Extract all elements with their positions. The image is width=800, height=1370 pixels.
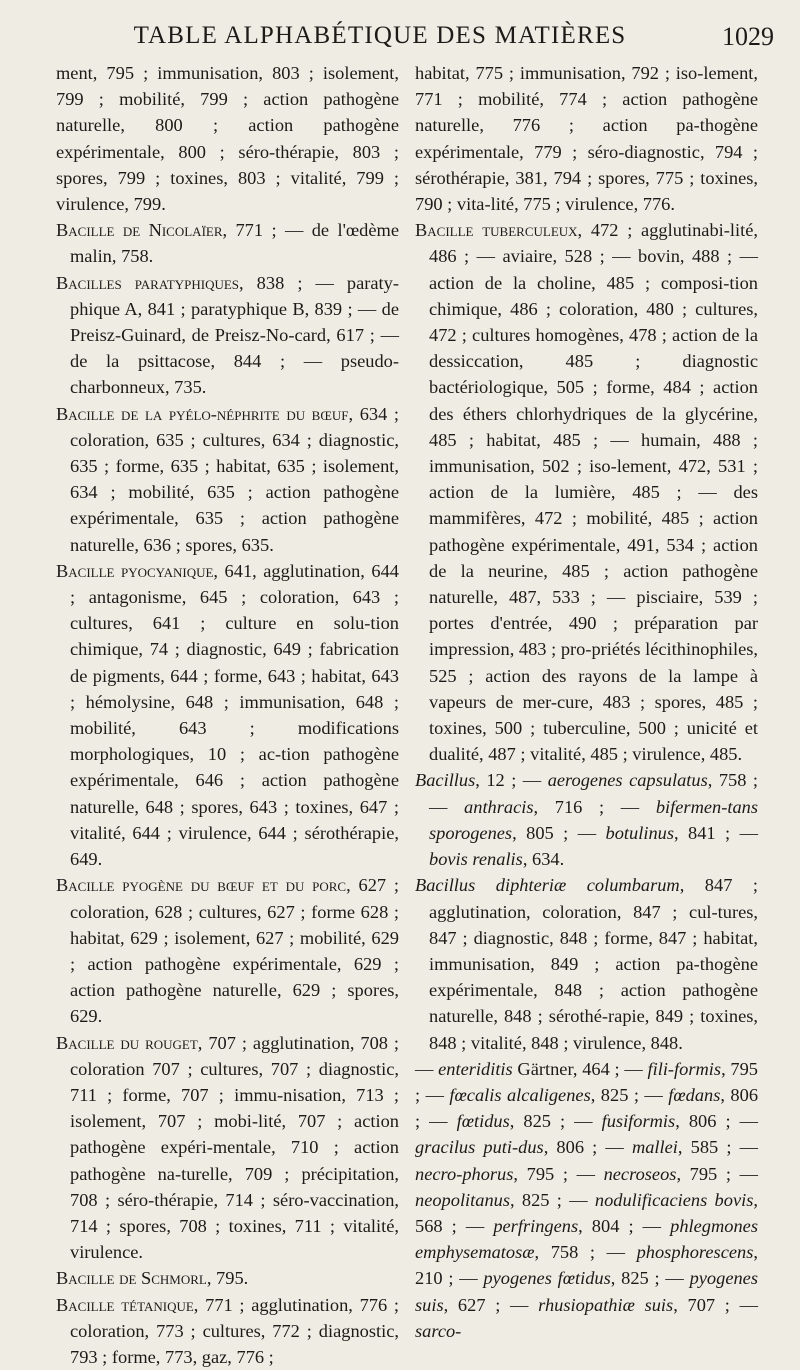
entry-text: — [415, 1058, 439, 1079]
entry-text: habitat, 775 ; immunisation, 792 ; iso-lement, 771 ; mobilité, 774 ; action pathogène naturelle, 776 ; action pa-thogène expérimentale, 779 ; séro-diagnostic, 794 ; sérothérapie, 381, 794 ; spores, 775 ; toxines, 790 ; vita-lité, 775 ; virulence, 776. [415, 63, 758, 215]
entry-text: 838 ; — paraty-phique A, 841 ; paratyphique B, 839 ; — de Preisz-Guinard, de Preisz-No-card, 617 ; — de la psittacose, 844 ; — pseudo-charbonneux, 735. [70, 272, 399, 398]
entry-heading: Bacille de Schmorl, [56, 1268, 212, 1289]
latin-name: rhusiopathiæ suis [538, 1294, 674, 1315]
latin-name: fœdans [668, 1084, 721, 1105]
index-entry [56, 60, 399, 217]
entry-heading: Bacille tuberculeux, [415, 220, 583, 241]
index-entry [56, 217, 399, 269]
entry-text: , 210 ; — [415, 1242, 758, 1289]
index-entry [56, 1265, 399, 1291]
latin-name: bovis renalis [429, 849, 523, 870]
latin-name: Bacillus diphteriæ columbarum [415, 875, 680, 896]
entry-text: 472 ; agglutinabi-lité, 486 ; — aviaire, 528 ; — bovin, 488 ; — action de la choline, 485 ; composi-tion chimique, 486 ; coloration, 480 ; cultures, 472 ; cultures homogènes, 478 ; action de la dessiccation, 485 ; diagnostic bactériologique, 505 ; forme, 484 ; action des éthers chlorhydriques de la glycérine, 485 ; habitat, 485 ; — humain, 488 ; immunisation, 502 ; iso-lement, 472, 531 ; action de la lumière, 485 ; — des mammifères, 472 ; mobilité, 485 ; action pathogène expérimentale, 491, 534 ; action de la neurine, 485 ; action pathogène naturelle, 487, 533 ; — pisciaire, 539 ; portes d'entrée, 490 ; préparation par impression, 483 ; pro-priétés lécithinophiles, 525 ; action des rayons de la lampe à vapeurs de mer-cure, 483 ; spores, 485 ; toxines, 500 ; tuberculine, 500 ; unicité et dualité, 487 ; vitalité, 485 ; virulence, 485. [429, 220, 758, 765]
entry-heading: Bacilles paratyphiques, [56, 272, 244, 293]
latin-name: sarco- [415, 1320, 462, 1341]
entry-text: ment, 795 ; immunisation, 803 ; isolement, 799 ; mobilité, 799 ; action pathogène naturelle, 800 ; action pathogène expérimentale, 800 ; séro-thérapie, 803 ; spores, 799 ; toxines, 803 ; vitalité, 799 ; virulence, 799. [56, 63, 399, 215]
latin-name: gracilus puti-dus [415, 1137, 544, 1158]
entry-text: 641, agglutination, 644 ; antagonisme, 645 ; coloration, 643 ; cultures, 641 ; culture en solu-tion chimique, 74 ; diagnostic, 649 ; fabrication de pigments, 644 ; forme, 643 ; habitat, 643 ; hémolysine, 648 ; immunisation, 648 ; mobilité, 643 ; modifications morphologiques, 10 ; ac-tion pathogène expérimentale, 646 ; action pathogène naturelle, 648 ; spores, 643 ; toxines, 647 ; vitalité, 644 ; virulence, 644 ; sérothérapie, 649. [70, 560, 399, 870]
entry-text: , 795 ; — [513, 1163, 604, 1184]
latin-name: anthracis [464, 796, 534, 817]
right-column [415, 60, 758, 1344]
entry-text: 634 ; coloration, 635 ; cultures, 634 ; diagnostic, 635 ; forme, 635 ; habitat, 635 ; isolement, 634 ; mobilité, 635 ; action pathogène expérimentale, 635 ; action pathogène naturelle, 636 ; spores, 635. [70, 403, 399, 555]
index-entry [415, 767, 758, 872]
entry-text: Gärtner, 464 ; — [512, 1058, 648, 1079]
entry-text: , 841 ; — [674, 822, 758, 843]
entry-text: , 795 ; — [676, 1163, 758, 1184]
index-entry [56, 558, 399, 872]
latin-name: Bacillus [415, 770, 476, 791]
latin-name: fœtidus [456, 1111, 510, 1132]
latin-name: neopolitanus [415, 1189, 511, 1210]
index-entry [415, 217, 758, 767]
latin-name: botulinus [605, 822, 674, 843]
latin-name: phosphorescens [636, 1242, 754, 1263]
index-entry [56, 1292, 399, 1370]
entry-text: , 634. [522, 849, 565, 870]
entry-text: 795. [211, 1268, 249, 1289]
entry-text: , 12 ; — [475, 770, 548, 791]
entry-text: , 627 ; — [443, 1294, 539, 1315]
entry-text: 771 ; agglutination, 776 ; coloration, 773 ; cultures, 772 ; diagnostic, 793 ; forme, 773, gaz, 776 ; [70, 1294, 400, 1367]
entry-text: , 825 ; — [590, 1084, 669, 1105]
entry-text: , 804 ; — [578, 1215, 671, 1236]
entry-heading: Bacille de Nicolaïer, [56, 220, 228, 241]
entry-heading: Bacille pyogène du bœuf et du porc, [56, 875, 351, 896]
latin-name: enteriditis [438, 1058, 513, 1079]
index-entry [415, 872, 758, 1055]
entry-text: , 568 ; — [415, 1189, 758, 1236]
entry-text: 627 ; coloration, 628 ; cultures, 627 ; forme 628 ; habitat, 629 ; isolement, 627 ; mobilité, 629 ; action pathogène expérimentale, 629 ; action pathogène naturelle, 629 ; spores, 629. [70, 875, 399, 1027]
entry-text: , 805 ; — [512, 822, 606, 843]
index-entry [56, 872, 399, 1029]
entry-text: 707 ; agglutination, 708 ; coloration 707 ; cultures, 707 ; diagnostic, 711 ; forme, 707 ; immu-nisation, 713 ; isolement, 707 ; mobi-lité, 707 ; action pathogène expéri-mentale, 710 ; action pathogène na-turelle, 709 ; précipitation, 708 ; séro-thérapie, 714 ; séro-vaccination, 714 ; spores, 708 ; toxines, 711 ; vitalité, virulence. [70, 1032, 400, 1263]
latin-name: pyogenes suis [415, 1268, 759, 1315]
entry-heading: Bacille de la pyélo-néphrite du bœuf, [56, 403, 354, 424]
index-entry [415, 1056, 758, 1344]
entry-text: , 585 ; — [677, 1137, 758, 1158]
running-title: TABLE ALPHABÉTIQUE DES MATIÈRES [133, 22, 627, 49]
entry-text: , 806 ; — [675, 1111, 759, 1132]
entry-text: , 825 ; — [509, 1111, 602, 1132]
latin-name: phlegmones emphysematosæ [415, 1215, 758, 1263]
entry-text: , 707 ; — [673, 1294, 758, 1315]
page-header [42, 18, 778, 58]
latin-name: nodulificaciens bovis [594, 1189, 754, 1210]
latin-name: fusiformis [601, 1111, 676, 1132]
entry-heading: Bacille tétanique, [56, 1294, 199, 1315]
latin-name: pyogenes fœtidus [483, 1268, 611, 1289]
latin-name: necroseos [603, 1163, 677, 1184]
entry-text: , 847 ; agglutination, coloration, 847 ; cul-tures, 847 ; diagnostic, 848 ; forme, 847 ; habitat, immunisation, 849 ; action pa-thogène expérimentale, 848 ; action pathogène naturelle, 848 ; sérothé-rapie, 849 ; toxines, 848 ; vitalité, 848 ; virulence, 848. [429, 875, 758, 1053]
latin-name: necro-phorus [415, 1163, 514, 1184]
entry-text: 771 ; — de l'œdème malin, 758. [70, 220, 399, 267]
index-entry [56, 1030, 399, 1266]
index-entry [56, 401, 399, 558]
entry-heading: Bacille du rouget, [56, 1032, 203, 1053]
entry-text: , 758 ; — [429, 770, 758, 817]
entry-text: , 795 ; — [415, 1058, 758, 1105]
entry-text: , 825 ; — [610, 1268, 690, 1289]
latin-name: perfringens [493, 1215, 579, 1236]
page-number: 1029 [722, 22, 774, 51]
latin-name: aerogenes capsulatus [547, 770, 708, 791]
index-entry [415, 60, 758, 217]
latin-name: bifermen-tans sporogenes [429, 796, 758, 843]
entry-text: , 806 ; — [543, 1137, 632, 1158]
left-column [56, 60, 399, 1370]
entry-text: , 806 ; — [415, 1084, 759, 1132]
entry-text: , 758 ; — [534, 1242, 637, 1263]
latin-name: fili-formis [647, 1058, 722, 1079]
latin-name: mallei [631, 1137, 678, 1158]
entry-text: , 825 ; — [510, 1189, 595, 1210]
entry-text: , 716 ; — [533, 796, 656, 817]
index-entry [56, 270, 399, 401]
latin-name: fœcalis alcaligenes [449, 1084, 591, 1105]
entry-heading: Bacille pyocyanique, [56, 560, 219, 581]
